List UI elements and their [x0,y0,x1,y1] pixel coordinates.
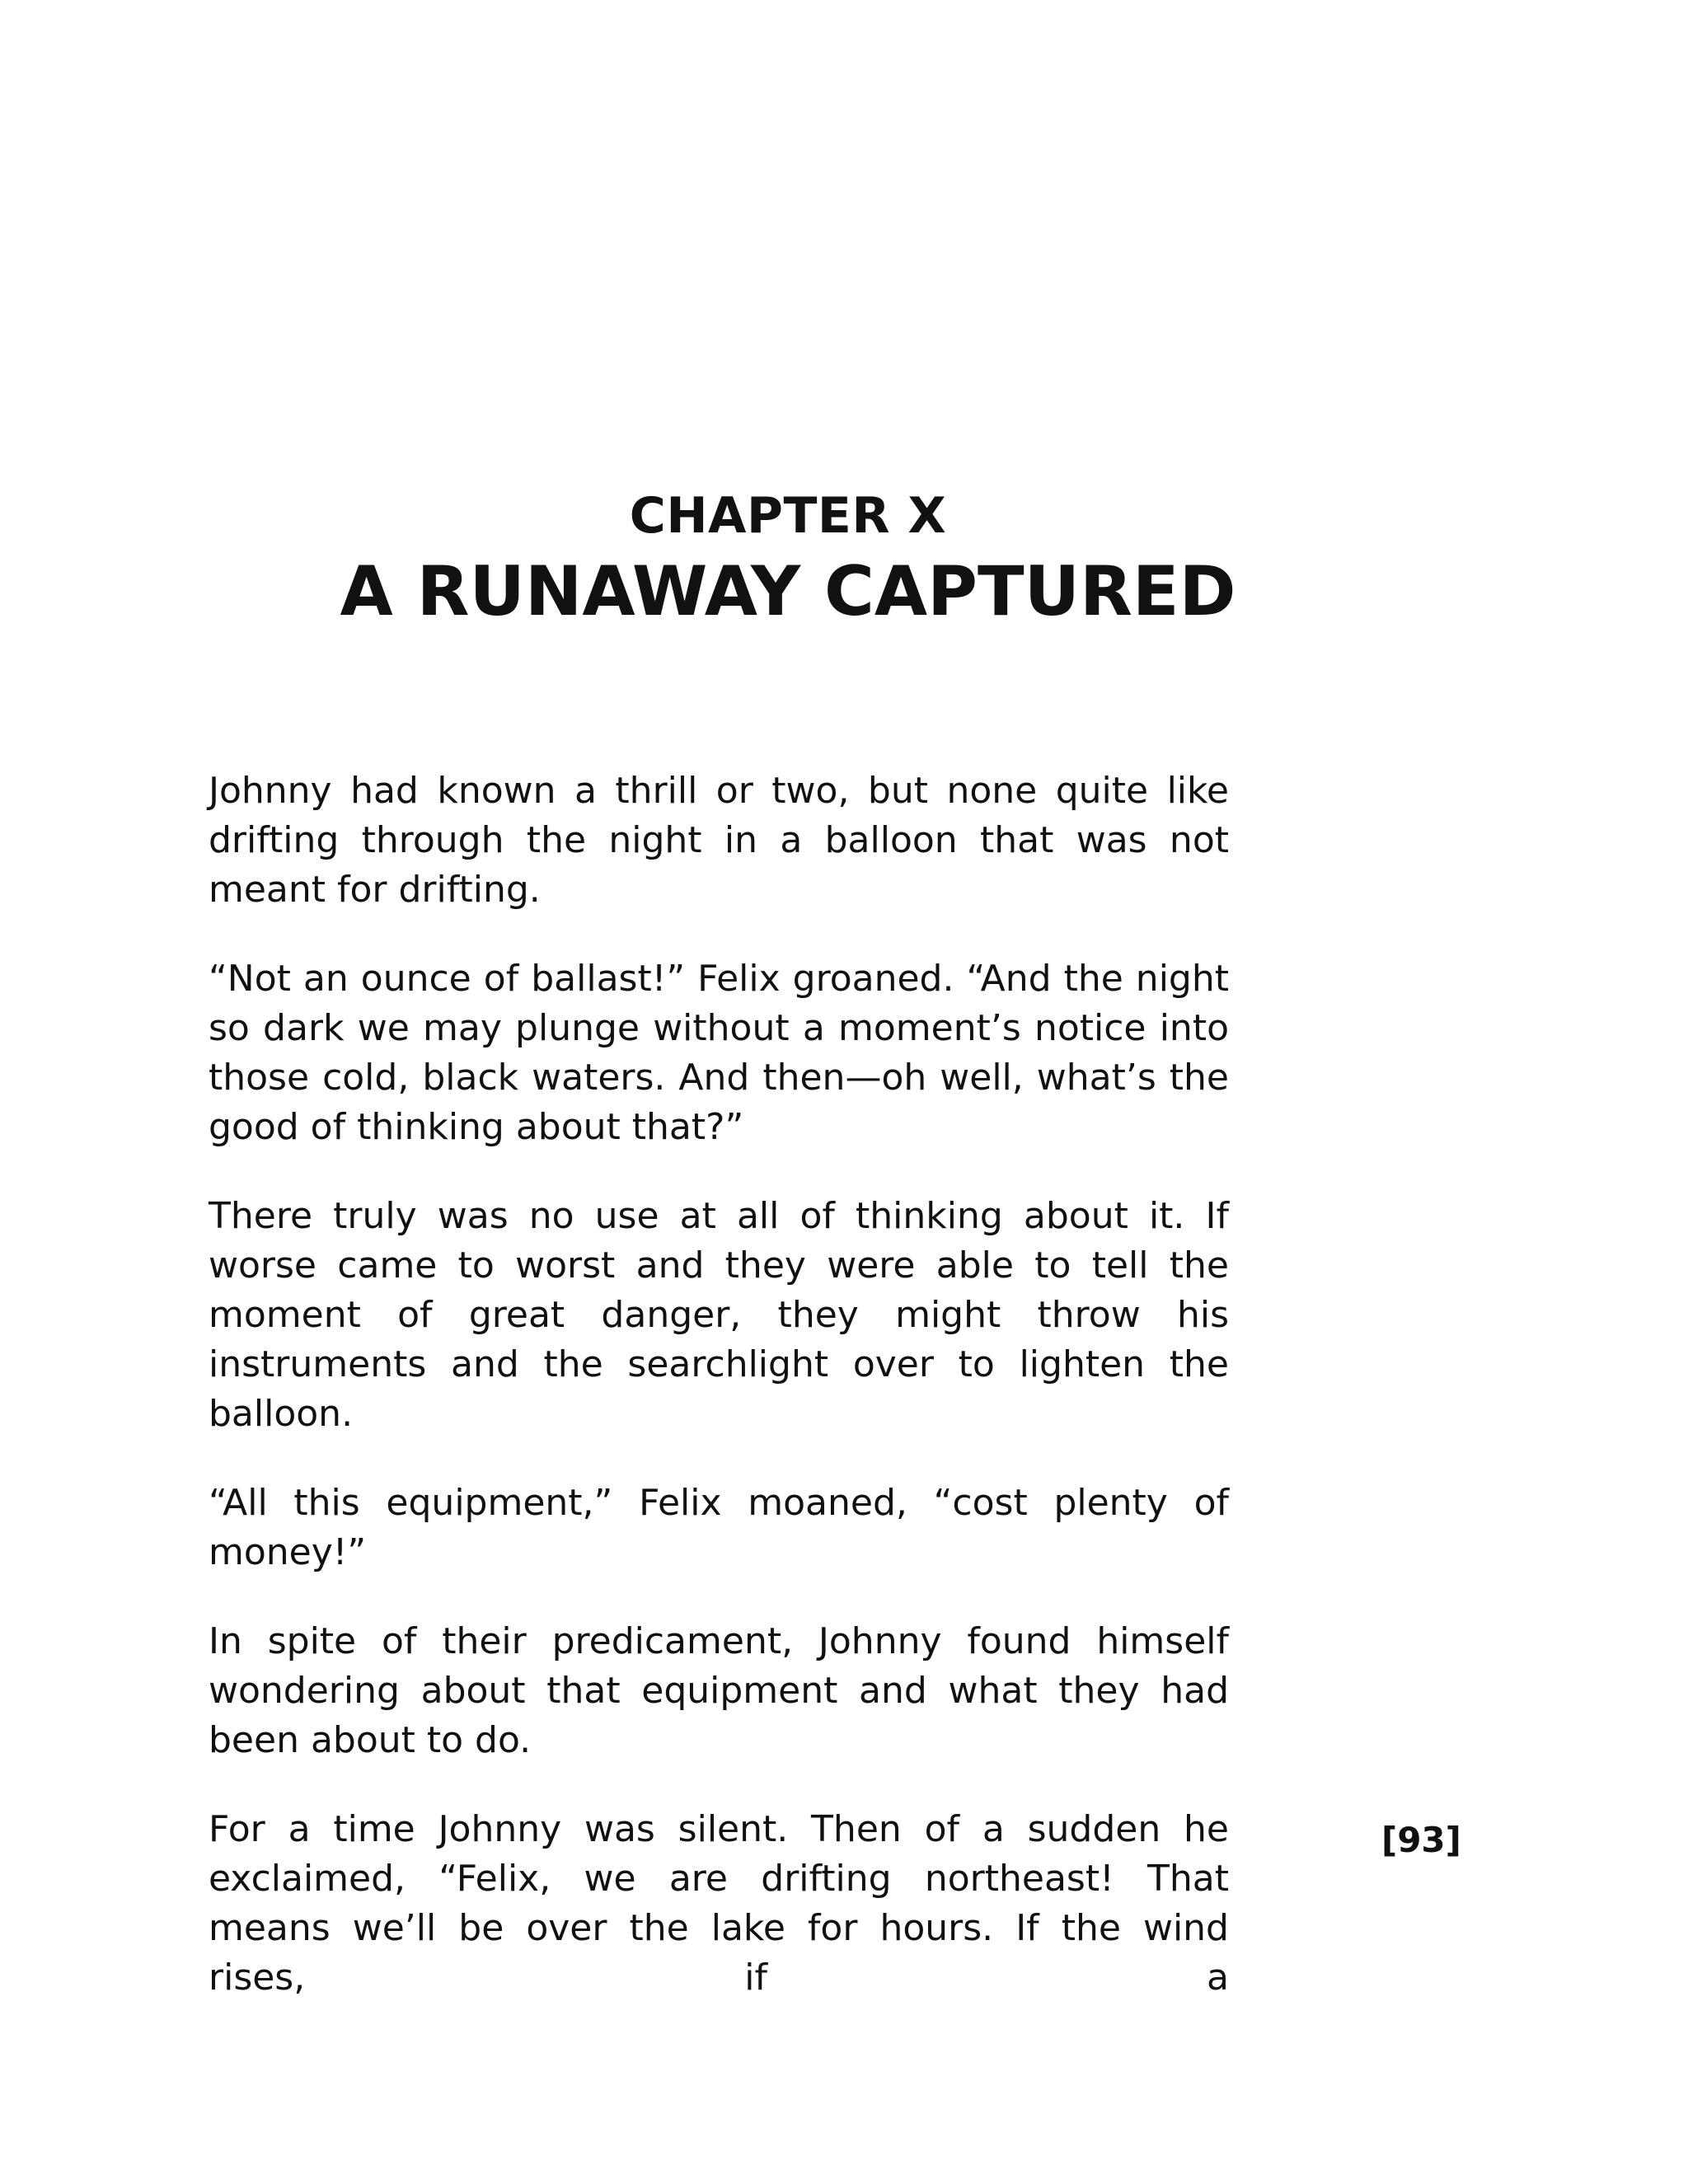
page-number: [93] [1381,1820,1461,1860]
paragraph: For a time Johnny was silent. Then of a sudden he exclaimed, “Felix, we are drifting northeast! That means we’ll be over the lake for hours. If the wind rises, if a [209,1808,1229,1999]
paragraph: There truly was no use at all of thinking about it. If worse came to worst and they were able to tell the moment of great danger, they might throw his instruments and the searchlight over to lighten the balloon. [209,1195,1229,1435]
body-text [209,766,1229,2042]
paragraph: In spite of their predicament, Johnny found himself wondering about that equipment and what they had been about to do. [209,1620,1229,1761]
chapter-title: A RUNAWAY CAPTURED [340,551,1236,631]
chapter-number: CHAPTER X [629,487,947,545]
paragraph: “All this equipment,” Felix moaned, “cost plenty of money!” [209,1482,1229,1573]
paragraph: “Not an ounce of ballast!” Felix groaned. “And the night so dark we may plunge without a moment’s notice into those cold, black waters. And then—oh well, what’s the good of thinking about that?” [209,958,1229,1148]
paragraph: Johnny had known a thrill or two, but none quite like drifting through the night in a balloon that was not meant for drifting. [209,770,1229,911]
